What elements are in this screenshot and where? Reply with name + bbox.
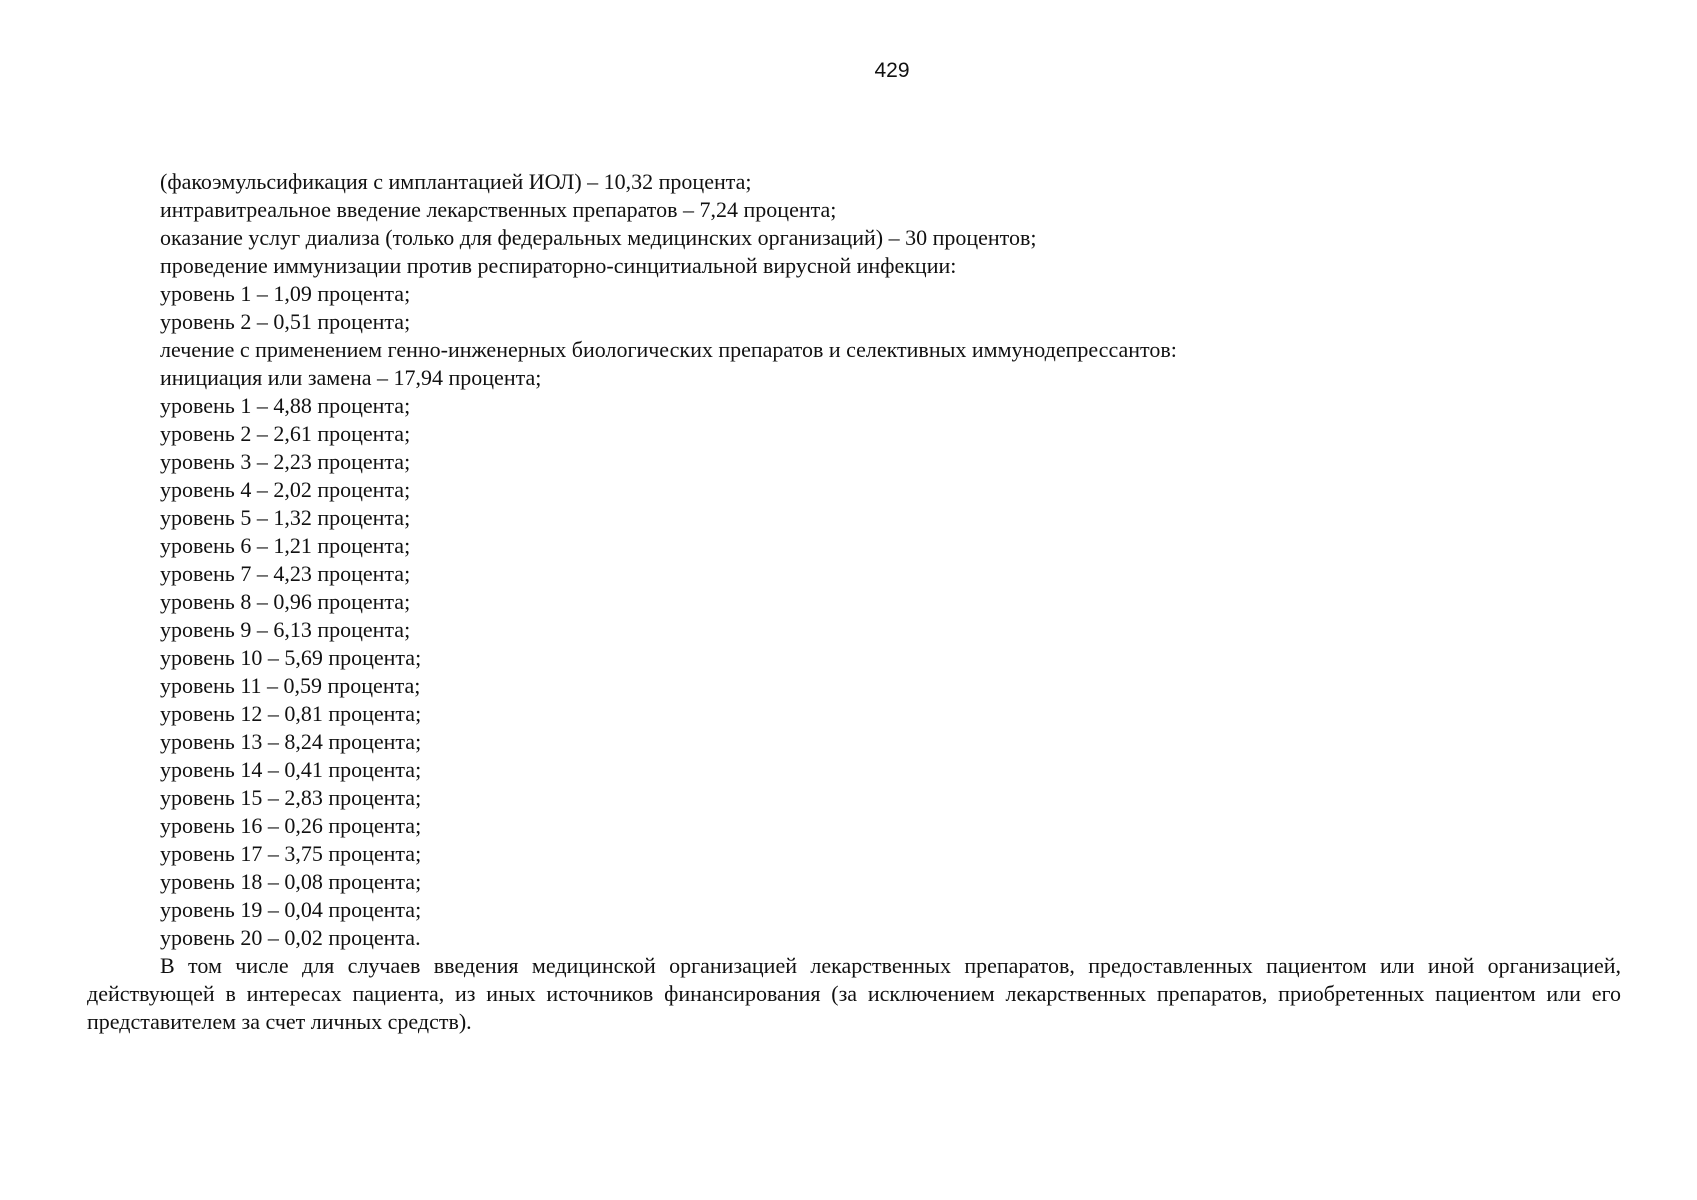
text-line-dialysis: оказание услуг диализа (только для федеральных медицинских организаций) – 30 процентов; xyxy=(160,225,1037,250)
text-line-level-15: уровень 15 – 2,83 процента; xyxy=(160,785,422,810)
text-line-phaco: (факоэмульсификация с имплантацией ИОЛ) – 10,32 процента; xyxy=(160,169,752,194)
text-line-level-3: уровень 3 – 2,23 процента; xyxy=(160,449,411,474)
text-line-rsv-level-1: уровень 1 – 1,09 процента; xyxy=(160,281,411,306)
text-line-level-19: уровень 19 – 0,04 процента; xyxy=(160,897,422,922)
text-line-rsv-immunization: проведение иммунизации против респираторно-синцитиальной вирусной инфекции: xyxy=(160,253,957,278)
closing-paragraph: В том числе для случаев введения медицинской организацией лекарственных препаратов, предоставленных пациентом или иной организацией, действующей в интересах пациента, из иных источников финансирования (за исключением лекарственных препаратов, приобретенных пациентом или его представителем за счет личных средств). xyxy=(87,953,1621,1034)
text-line-level-4: уровень 4 – 2,02 процента; xyxy=(160,477,411,502)
page-number: 429 xyxy=(874,59,910,82)
text-line-intravitreal: интравитреальное введение лекарственных препаратов – 7,24 процента; xyxy=(160,197,837,222)
text-line-level-17: уровень 17 – 3,75 процента; xyxy=(160,841,422,866)
text-line-level-6: уровень 6 – 1,21 процента; xyxy=(160,533,411,558)
text-line-level-20: уровень 20 – 0,02 процента. xyxy=(160,925,421,950)
text-line-level-11: уровень 11 – 0,59 процента; xyxy=(160,673,421,698)
text-line-level-12: уровень 12 – 0,81 процента; xyxy=(160,701,422,726)
document-body xyxy=(87,168,1621,1036)
text-line-level-5: уровень 5 – 1,32 процента; xyxy=(160,505,411,530)
text-line-level-7: уровень 7 – 4,23 процента; xyxy=(160,561,411,586)
text-line-level-14: уровень 14 – 0,41 процента; xyxy=(160,757,422,782)
text-line-level-10: уровень 10 – 5,69 процента; xyxy=(160,645,422,670)
text-line-level-13: уровень 13 – 8,24 процента; xyxy=(160,729,422,754)
text-line-gibp-treatment: лечение с применением генно-инженерных биологических препаратов и селективных иммунодепрессантов: xyxy=(160,337,1177,362)
text-line-level-1: уровень 1 – 4,88 процента; xyxy=(160,393,411,418)
text-line-rsv-level-2: уровень 2 – 0,51 процента; xyxy=(160,309,411,334)
text-line-level-16: уровень 16 – 0,26 процента; xyxy=(160,813,422,838)
text-line-level-8: уровень 8 – 0,96 процента; xyxy=(160,589,411,614)
text-line-level-2: уровень 2 – 2,61 процента; xyxy=(160,421,411,446)
text-line-level-9: уровень 9 – 6,13 процента; xyxy=(160,617,411,642)
text-line-initiation: инициация или замена – 17,94 процента; xyxy=(160,365,542,390)
text-line-level-18: уровень 18 – 0,08 процента; xyxy=(160,869,422,894)
